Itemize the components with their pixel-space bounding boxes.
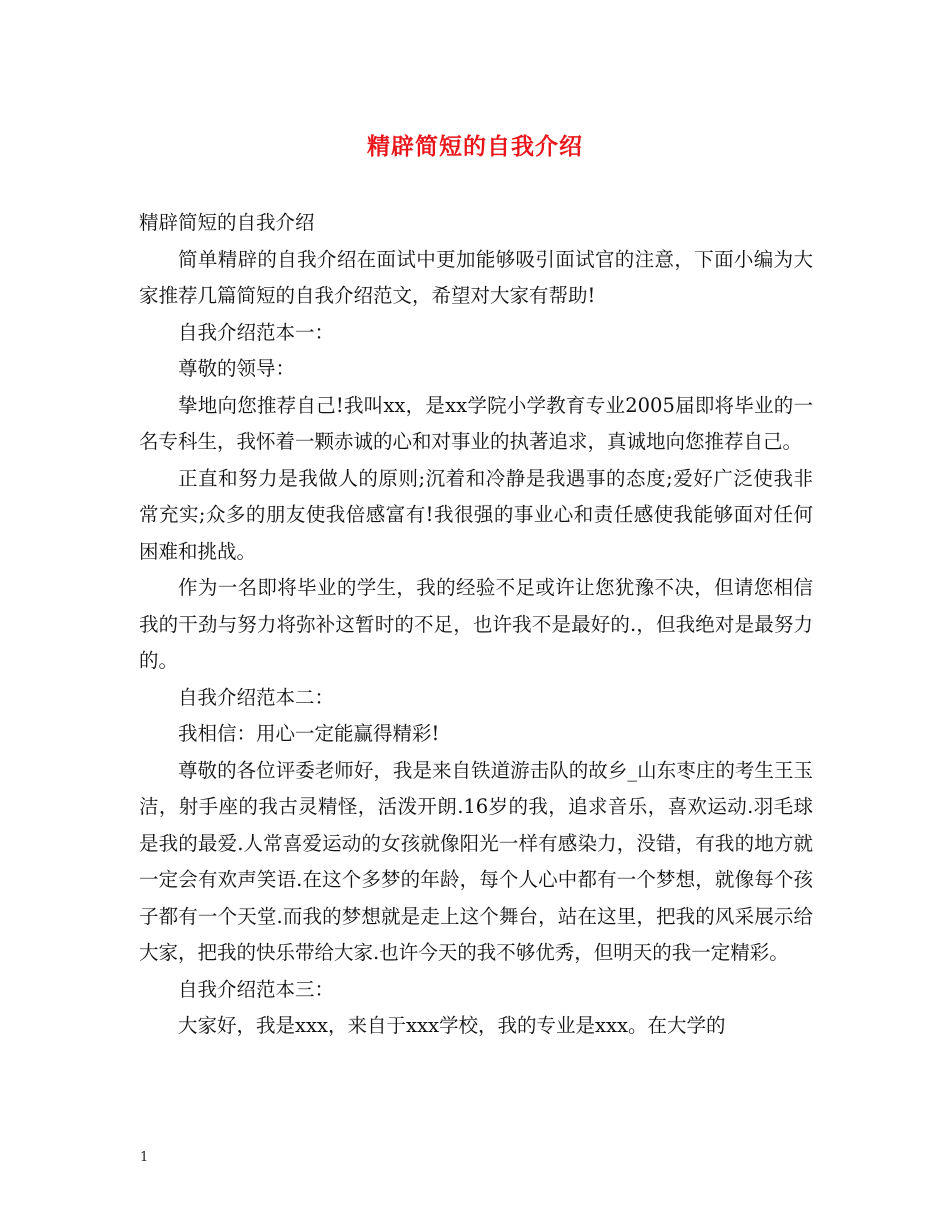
paragraph: 自我介绍范本三： (178, 977, 335, 1001)
paragraph: 作为一名即将毕业的学生，我的经验不足或许让您犹豫不决，但请您相信我的干劲与努力将弥补这暂时的不足，也许我不是最好的.，但我绝对是最努力的。 (139, 576, 813, 672)
paragraph: 尊敬的领导： (178, 357, 296, 380)
paragraph: 挚地向您推荐自己!我叫xx，是xx学院小学教育专业2005届即将毕业的一名专科生，我怀着一颗赤诚的心和对事业的执著追求，真诚地向您推荐自己。 (139, 393, 813, 453)
paragraph-heading: 精辟简短的自我介绍 (139, 211, 315, 234)
paragraph: 自我介绍范本一： (178, 320, 335, 344)
document-body (139, 205, 813, 1045)
document-title: 精辟简短的自我介绍 (367, 133, 583, 160)
paragraph: 我相信：用心一定能赢得精彩! (178, 722, 440, 745)
paragraph: 尊敬的各位评委老师好，我是来自铁道游击队的故乡_山东枣庄的考生王玉洁，射手座的我古灵精怪，活泼开朗.16岁的我，追求音乐，喜欢运动.羽毛球是我的最爱.人常喜爱运动的女孩就像阳光一样有感染力，没错，有我的地方就一定会有欢声笑语.在这个多梦的年龄，每个人心中都有一个梦想，就像每个孩子都有一个天堂.而我的梦想就是走上这个舞台，站在这里，把我的风采展示给大家，把我的快乐带给大家.也许今天的我不够优秀，但明天的我一定精彩。 (139, 758, 813, 964)
paragraph: 自我介绍范本二： (178, 685, 335, 709)
paragraph: 简单精辟的自我介绍在面试中更加能够吸引面试官的注意，下面小编为大家推荐几篇简短的自我介绍范文，希望对大家有帮助! (139, 247, 813, 307)
page-number: 1 (140, 1150, 149, 1165)
paragraph: 正直和努力是我做人的原则;沉着和冷静是我遇事的态度;爱好广泛使我非常充实;众多的朋友使我倍感富有!我很强的事业心和责任感使我能够面对任何困难和挑战。 (139, 466, 813, 563)
paragraph: 大家好，我是xxx，来自于xxx学校，我的专业是xxx。在大学的 (178, 1014, 726, 1037)
